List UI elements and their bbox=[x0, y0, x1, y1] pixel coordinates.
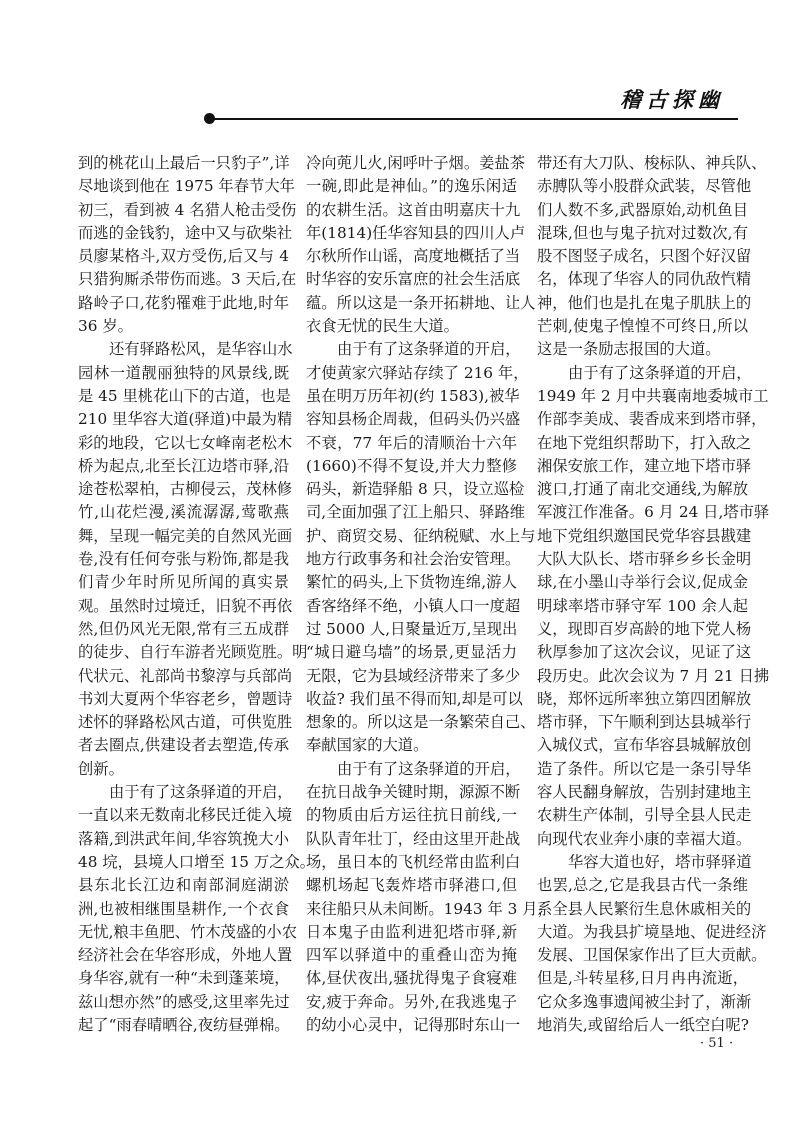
text-line: 螺机场起飞轰炸塔市驿港口,但 bbox=[306, 876, 517, 895]
text-line: 神，他们也是扎在鬼子肌肤上的 bbox=[537, 293, 752, 312]
text-line: 才使黄家穴驿站存续了 216 年， bbox=[306, 363, 529, 382]
text-line: 者去圈点,供建设者去塑造,传承 bbox=[78, 736, 289, 755]
text-line: 的幼小心灵中，记得那时东山一 bbox=[306, 1015, 521, 1034]
text-line: 到的桃花山上最后一只豹子”,详 bbox=[78, 154, 290, 172]
text-line: 述怀的驿路松风古道，可供览胜 bbox=[78, 713, 293, 732]
text-line: 书刘大夏两个华容老乡，曾题诗 bbox=[78, 689, 293, 708]
text-line: 发展、卫国保家作出了巨大贡献。 bbox=[537, 946, 767, 965]
text-line: 队队青年壮丁，经由这里开赴战 bbox=[306, 829, 521, 848]
text-line: 由于有了这条驿道的开启， bbox=[337, 759, 521, 778]
text-line: 繁忙的码头,上下货物连绵,游人 bbox=[306, 573, 517, 592]
text-line: 入城仪式，宣布华容县城解放创 bbox=[537, 736, 752, 755]
paragraph bbox=[306, 152, 536, 338]
text-line: 在地下党组织帮助下，打入敌之 bbox=[537, 433, 752, 452]
text-line: 洲,也被相继围垦耕作,一个衣食 bbox=[78, 899, 289, 918]
text-line: 一直以来无数南北移民迁徙入境 bbox=[78, 806, 293, 825]
text-line: 冷向蔸儿火,闲呼叶子烟。姜盐茶 bbox=[306, 154, 526, 172]
text-line: 们青少年时所见所闻的真实景 bbox=[78, 573, 289, 592]
text-column-1 bbox=[78, 152, 316, 1037]
text-line: 在抗日战争关键时期，源源不断 bbox=[306, 783, 521, 802]
text-line: 1949 年 2 月中共襄南地委城市工 bbox=[537, 386, 769, 405]
text-line: 湘保安旅工作，建立地下塔市驿 bbox=[537, 456, 752, 475]
text-line: 塔市驿，下午顺利到达县城举行 bbox=[537, 713, 752, 732]
text-line: 卷,没有任何夸张与粉饰,都是我 bbox=[78, 550, 289, 569]
text-line: 明球率塔市驿守军 100 余人起 bbox=[537, 596, 748, 615]
text-line: 香客络绎不绝，小镇人口一度超 bbox=[306, 596, 521, 615]
paragraph bbox=[306, 338, 536, 757]
text-line: 桥为起点,北至长江边塔市驿,沿 bbox=[78, 456, 289, 475]
text-line: 不衰，77 年后的清顺治十六年 bbox=[306, 433, 517, 452]
text-line: 兹山想亦然”的感受,这里率先过 bbox=[78, 992, 290, 1011]
text-line: 股不图竖子成名，只图个好汉留 bbox=[537, 247, 752, 266]
text-column-3 bbox=[537, 152, 770, 1037]
text-line: 向现代农业奔小康的幸福大道。 bbox=[537, 829, 752, 848]
text-line: 无忧,粮丰鱼肥、竹木茂盛的小农 bbox=[78, 922, 298, 941]
text-line: 的物质由后方运往抗日前线,一 bbox=[306, 806, 517, 825]
text-line: 县东北长江边和南部洞庭湖淤 bbox=[78, 876, 289, 895]
text-line: 只猎狗厮杀带伤而逃。3 天后,在 bbox=[78, 270, 297, 289]
text-line: 蕴。所以这是一条开拓耕地、让人 bbox=[306, 293, 536, 312]
text-line: 农耕生产体制，引导全县人民走 bbox=[537, 806, 752, 825]
text-line: 们人数不多,武器原始,动机鱼目 bbox=[537, 200, 748, 219]
text-line: 然,但仍风光无限,常有三五成群 bbox=[78, 619, 289, 638]
text-line: 带还有大刀队、梭标队、神兵队、 bbox=[537, 154, 767, 172]
paragraph bbox=[78, 338, 308, 781]
text-line: 地方行政事务和社会治安管理。 bbox=[306, 550, 521, 569]
text-line: 起了“雨春晴晒谷,夜纺昼弹棉。 bbox=[78, 1015, 290, 1034]
text-line: 想象的。所以这是一条繁荣自己、 bbox=[306, 713, 536, 732]
text-line: 球,在小墨山寺举行会议,促成金 bbox=[537, 573, 748, 592]
text-line: 身华容,就有一种“未到蓬莱境， bbox=[78, 969, 290, 988]
text-line: 创新。 bbox=[78, 759, 124, 778]
text-line: 无限，它为县域经济带来了多少 bbox=[306, 666, 521, 685]
text-line: 48 垸，县境人口增至 15 万之众。 bbox=[78, 852, 316, 871]
paragraph bbox=[537, 152, 767, 362]
text-line: 衣食无忧的民生大道。 bbox=[306, 317, 459, 336]
text-line: 的农耕生活。这首由明嘉庆十九 bbox=[306, 200, 521, 219]
header-rule bbox=[212, 118, 738, 120]
text-line: 尽地谈到他在 1975 年春节大年 bbox=[78, 177, 295, 196]
text-line: 体,昼伏夜出,骚扰得鬼子食寝难 bbox=[306, 969, 517, 988]
text-line: 还有驿路松风，是华容山水 bbox=[109, 340, 293, 359]
text-line: 军渡江作准备。6 月 24 日,塔市驿 bbox=[537, 503, 770, 522]
text-line: 路岭子口,花豹罹难于此地,时年 bbox=[78, 293, 289, 312]
text-line: 初三，看到被 4 名猎人枪击受伤 bbox=[78, 200, 297, 219]
text-line: “城日避乌墙”的场景,更显活力 bbox=[306, 643, 517, 662]
text-line: 也罢,总之,它是我县古代一条维 bbox=[537, 876, 748, 895]
text-line: 赤膊队等小股群众武装，尽管他 bbox=[537, 177, 752, 196]
text-line: 日本鬼子由监利进犯塔市驿,新 bbox=[306, 922, 517, 941]
text-line: 护、商贸交易、征纳税赋、水上与 bbox=[306, 526, 536, 545]
text-line: 经济社会在华容形成，外地人置 bbox=[78, 946, 293, 965]
text-line: 这是一条励志报国的大道。 bbox=[537, 340, 721, 359]
text-line: 它众多逸事遗闻被尘封了，渐渐 bbox=[537, 992, 752, 1011]
text-line: 落籍,到洪武年间,华容筑挽大小 bbox=[78, 829, 289, 848]
text-line: 大道。为我县扩境垦地、促进经济 bbox=[537, 922, 767, 941]
text-line: 彩的地段，它以七女峰南老松木 bbox=[78, 433, 293, 452]
text-line: 秋厚参加了这次会议，见证了这 bbox=[537, 643, 752, 662]
text-line: 员廖某格斗,双方受伤,后又与 4 bbox=[78, 247, 289, 266]
text-line: 代状元、礼部尚书黎淳与兵部尚 bbox=[78, 666, 293, 685]
text-line: 36 岁。 bbox=[78, 317, 133, 336]
text-line: 安,疲于奔命。另外,在我逃鬼子 bbox=[306, 992, 517, 1011]
text-line: 210 里华容大道(驿道)中最为精 bbox=[78, 410, 293, 429]
text-line: 段历史。此次会议为 7 月 21 日拂 bbox=[537, 666, 770, 685]
text-line: 容知县杨企周裁，但码头仍兴盛 bbox=[306, 410, 521, 429]
text-line: (1660)不得不复设,并大力整修 bbox=[306, 456, 517, 475]
text-line: 过 5000 人,日聚量近万,呈现出 bbox=[306, 619, 518, 638]
text-line: 的徒步、自行车游者光顾览胜。明 bbox=[78, 643, 308, 662]
text-line: 虽在明万历年初(约 1583),被华 bbox=[306, 386, 520, 405]
text-column-2 bbox=[306, 152, 553, 1037]
text-line: 途苍松翠柏，古柳侵云，茂林修 bbox=[78, 480, 293, 499]
paragraph bbox=[537, 851, 767, 1037]
text-line: 奉献国家的大道。 bbox=[306, 736, 429, 755]
text-line: 是 45 里桃花山下的古道，也是 bbox=[78, 386, 291, 405]
text-line: 渡口,打通了南北交通线,为解放 bbox=[537, 480, 748, 499]
paragraph bbox=[537, 362, 770, 851]
text-line: 地消失,或留给后人一纸空白呢? bbox=[537, 1015, 749, 1034]
text-line: 来往船只从未间断。1943 年 3 月， bbox=[306, 899, 553, 918]
text-line: 年(1814)任华容知县的四川人卢 bbox=[306, 223, 526, 242]
text-line: 芒刺,使鬼子惶惶不可终日,所以 bbox=[537, 317, 748, 336]
text-line: 系全县人民繁衍生息休戚相关的 bbox=[537, 899, 752, 918]
text-line: 四军以驿道中的重叠山峦为掩 bbox=[306, 946, 517, 965]
text-line: 司,全面加强了江上船只、驿路维 bbox=[306, 503, 526, 522]
text-line: 由于有了这条驿道的开启， bbox=[109, 783, 293, 802]
paragraph bbox=[78, 781, 316, 1037]
paragraph bbox=[306, 758, 553, 1038]
text-line: 时华容的安乐富庶的社会生活底 bbox=[306, 270, 521, 289]
text-line: 观。虽然时过境迁，旧貌不再依 bbox=[78, 596, 293, 615]
text-line: 华容大道也好，塔市驿驿道 bbox=[568, 852, 752, 871]
text-line: 码头，新造驿船 8 只，设立巡检 bbox=[306, 480, 525, 499]
text-line: 舞，呈现一幅完美的自然风光画 bbox=[78, 526, 293, 545]
text-line: 容人民翻身解放，告别封建地主 bbox=[537, 783, 752, 802]
text-line: 晓，郑怀远所率独立第四团解放 bbox=[537, 689, 752, 708]
text-line: 大队大队长、塔市驿乡乡长金明 bbox=[537, 550, 752, 569]
text-line: 但是,斗转星移,日月冉冉流逝， bbox=[537, 969, 748, 988]
text-line: 园林一道靓丽独特的风景线,既 bbox=[78, 363, 289, 382]
text-line: 作部李美成、裴香成来到塔市驿， bbox=[537, 410, 767, 429]
text-line: 名，体现了华容人的同仇敌忾精 bbox=[537, 270, 752, 289]
text-line: 一碗,即此是神仙。”的逸乐闲适 bbox=[306, 177, 517, 196]
section-title: 稽古探幽 bbox=[620, 87, 724, 112]
text-line: 义，现即百岁高龄的地下党人杨 bbox=[537, 619, 752, 638]
text-line: 尔秋所作山谣，高度地概括了当 bbox=[306, 247, 521, 266]
text-line: 由于有了这条驿道的开启， bbox=[337, 340, 521, 359]
text-line: 地下党组织邀国民党华容县戡建 bbox=[537, 526, 752, 545]
paragraph bbox=[78, 152, 297, 338]
page-number: · 51 · bbox=[700, 1036, 734, 1051]
text-line: 由于有了这条驿道的开启， bbox=[568, 363, 752, 382]
text-line: 混珠,但也与鬼子抗对过数次,有 bbox=[537, 223, 748, 242]
text-line: 竹,山花烂漫,溪流潺潺,莺歌燕 bbox=[78, 503, 289, 522]
text-line: 场，虽日本的飞机经常由监利白 bbox=[306, 852, 521, 871]
text-line: 收益? 我们虽不得而知,却是可以 bbox=[306, 689, 523, 708]
text-line: 而逃的金钱豹，途中又与砍柴社 bbox=[78, 223, 293, 242]
text-line: 造了条件。所以它是一条引导华 bbox=[537, 759, 752, 778]
